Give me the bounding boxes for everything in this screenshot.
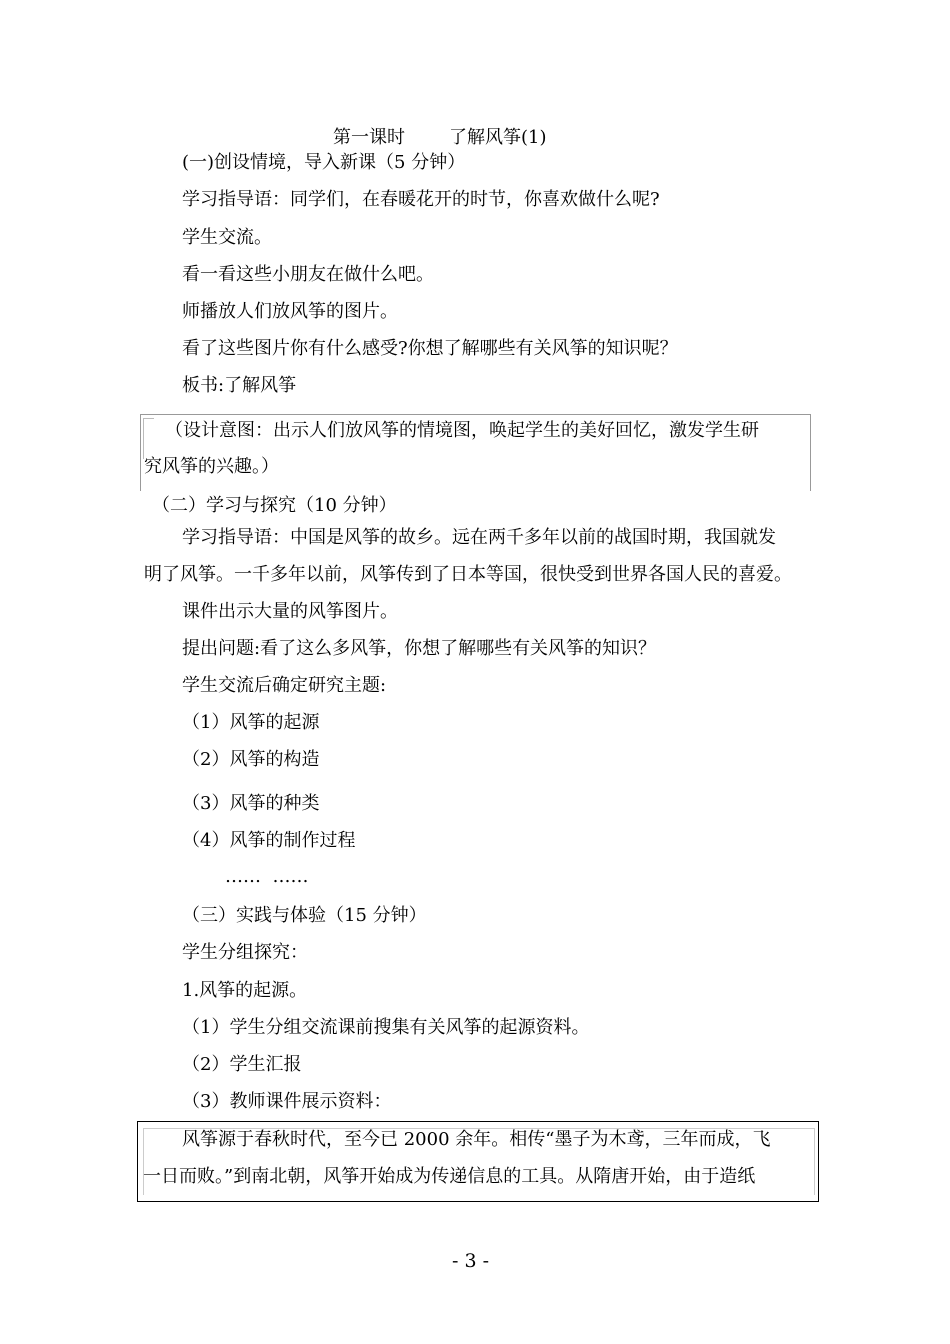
- topic-item: （3）风筝的种类: [182, 793, 320, 814]
- board-writing: 板书:了解风筝: [182, 375, 297, 396]
- lesson-title-period: 第一课时: [333, 127, 405, 148]
- lesson-title-topic: 了解风筝(1): [449, 127, 547, 148]
- paragraph: 学习指导语：同学们，在春暖花开的时节，你喜欢做什么呢?: [182, 189, 660, 210]
- topic-item: （2）风筝的构造: [182, 749, 320, 770]
- paragraph: 学生分组探究：: [182, 942, 308, 963]
- page-number: - 3 -: [452, 1250, 490, 1272]
- section-1-heading: (一)创设情境，导入新课（5 分钟）: [182, 152, 466, 173]
- paragraph: 学习指导语：中国是风筝的故乡。远在两千多年以前的战国时期，我国就发: [182, 527, 776, 548]
- paragraph: 师播放人们放风筝的图片。: [182, 301, 398, 322]
- section-2-heading: （二）学习与探究（10 分钟）: [152, 495, 397, 516]
- paragraph: 学生交流。: [182, 227, 272, 248]
- topic-item: （4）风筝的制作过程: [182, 830, 356, 851]
- paragraph: 学生交流后确定研究主题:: [182, 675, 387, 696]
- paragraph: 看一看这些小朋友在做什么吧。: [182, 264, 434, 285]
- paragraph: 明了风筝。一千多年以前，风筝传到了日本等国，很快受到世界各国人民的喜爱。: [144, 564, 792, 585]
- section-3-heading: （三）实践与体验（15 分钟）: [182, 905, 427, 926]
- paragraph: （1）学生分组交流课前搜集有关风筝的起源资料。: [182, 1017, 590, 1038]
- box-decoration: [143, 418, 154, 459]
- topic-item: （1）风筝的起源: [182, 712, 320, 733]
- paragraph: 提出问题:看了这么多风筝，你想了解哪些有关风筝的知识？: [182, 638, 657, 659]
- design-intent-line-1: （设计意图：出示人们放风筝的情境图，唤起学生的美好回忆，激发学生研: [165, 420, 759, 441]
- paragraph: 看了这些图片你有什么感受?你想了解哪些有关风筝的知识呢？: [182, 338, 678, 359]
- design-intent-line-2: 究风筝的兴趣。）: [144, 456, 279, 477]
- ellipsis: …… ……: [225, 866, 309, 887]
- paragraph: 1.风筝的起源。: [182, 980, 308, 1001]
- paragraph: （3）教师课件展示资料：: [182, 1091, 392, 1112]
- source-material-line-2: 一日而败。”到南北朝，风筝开始成为传递信息的工具。从隋唐开始，由于造纸: [143, 1166, 756, 1187]
- source-material-line-1: 风筝源于春秋时代，至今已 2000 余年。相传“墨子为木鸢，三年而成，飞: [182, 1129, 771, 1150]
- paragraph: （2）学生汇报: [182, 1054, 302, 1075]
- paragraph: 课件出示大量的风筝图片。: [182, 601, 398, 622]
